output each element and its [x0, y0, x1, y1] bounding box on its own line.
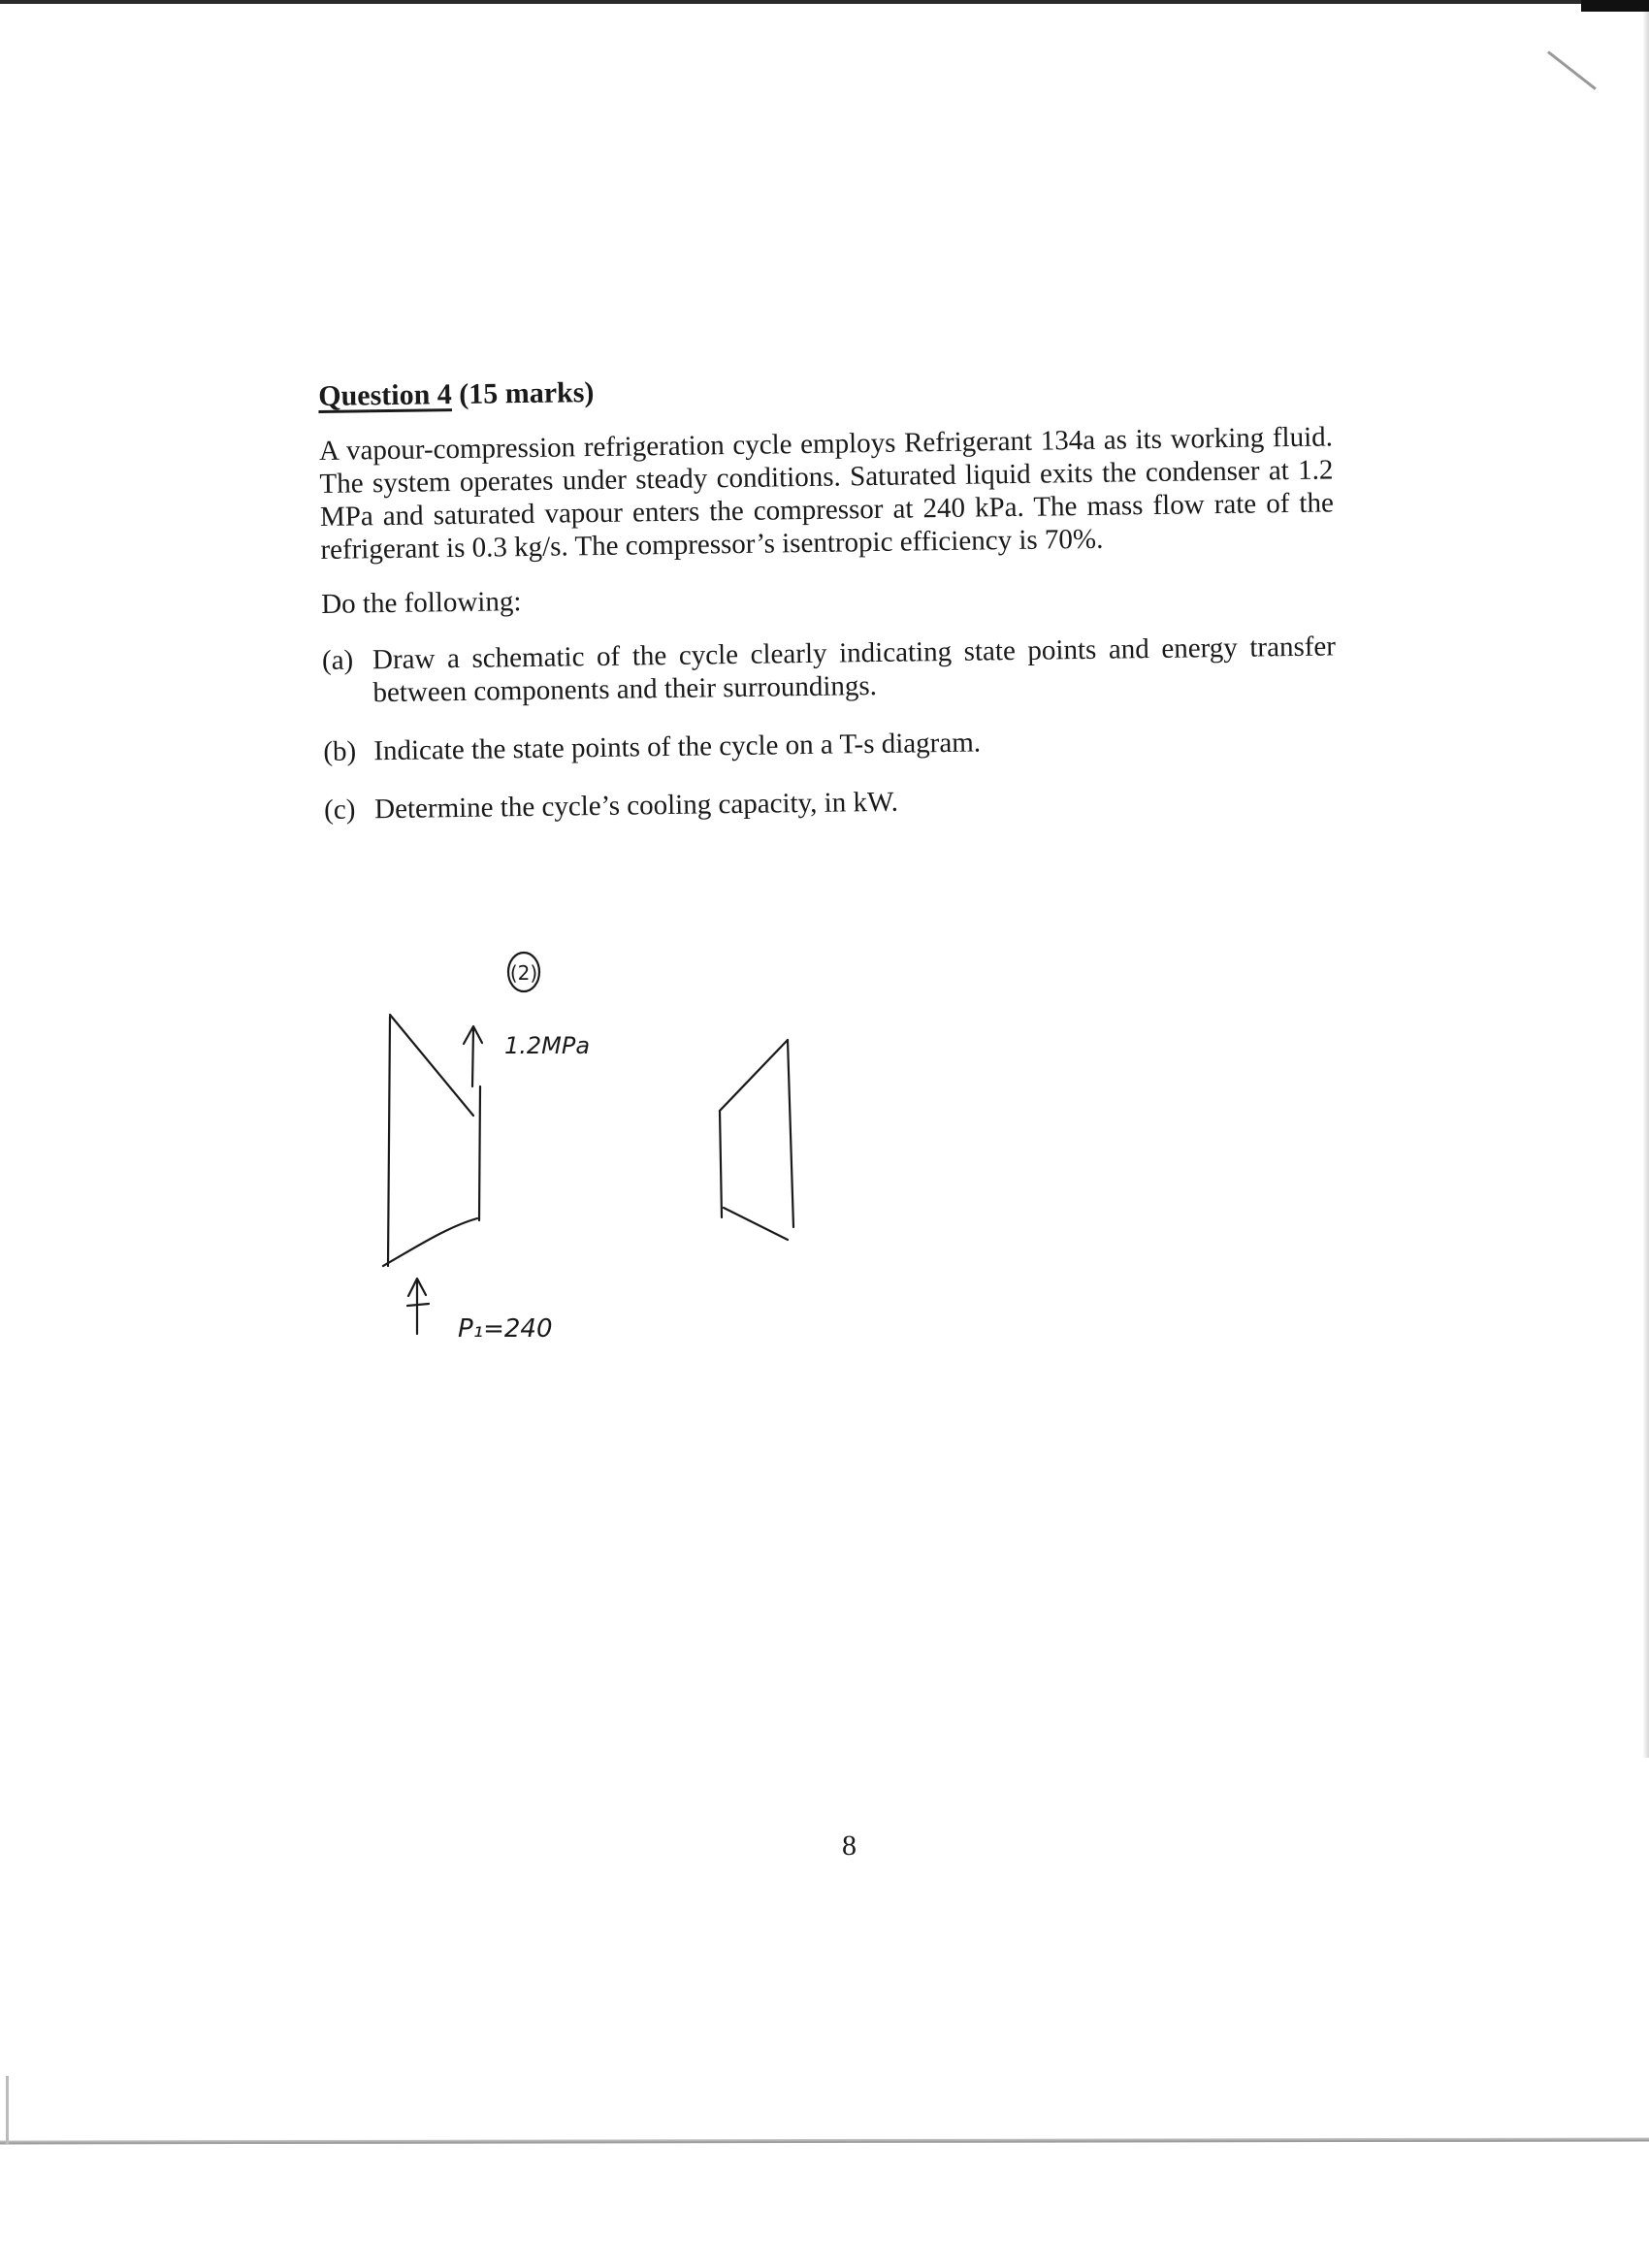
- task-a: [322, 630, 1337, 710]
- sketch-device-right-side: [788, 1040, 793, 1227]
- sketch-compressor-bottom-curve: [383, 1218, 477, 1266]
- task-label: (b): [323, 735, 357, 767]
- sketch-device-top-edge: [720, 1040, 788, 1111]
- question-content: [318, 366, 1339, 852]
- sketch-compressor-right-side: [479, 1086, 480, 1220]
- scan-top-edge: [0, 0, 1649, 4]
- sketch-device-left-side: [720, 1111, 722, 1217]
- sketch-inlet-arrow-tick: [407, 1304, 429, 1306]
- question-heading: [318, 366, 1332, 413]
- staple-mark: [1547, 50, 1597, 90]
- question-marks: (15 marks): [459, 376, 595, 410]
- sketch-outlet-arrow-shaft: [472, 1028, 473, 1086]
- scan-left-edge: [6, 2076, 9, 2144]
- sketch-high-pressure-label: 1.2MPa: [504, 1032, 591, 1059]
- sketch-compressor-top-edge: [390, 1015, 473, 1116]
- task-c: [324, 779, 1338, 826]
- sketch-state-two-label: (2): [509, 961, 538, 985]
- sketch-low-pressure-label: P₁=240: [458, 1314, 553, 1344]
- task-text: Draw a schematic of the cycle clearly indicating state points and energy transfer between components and their surroundings.: [372, 631, 1337, 709]
- sketch-compressor-left-side: [388, 1017, 390, 1266]
- task-b: [323, 721, 1337, 768]
- handwritten-sketch: [369, 931, 854, 1377]
- question-number: Question 4: [318, 378, 452, 412]
- scan-corner-shadow: [1581, 0, 1649, 12]
- question-intro: A vapour-compression refrigeration cycle employs Refrigerant 134a as its working fluid. The system operates under steady conditions. Saturated liquid exits the condenser at 1.2 MPa and saturated vapour enters the compressor at 240 kPa. The mass flow rate of the refrigerant is 0.3 kg/s. The compressor’s isentropic efficiency is 70%.: [318, 421, 1335, 566]
- page-fold-line: [0, 2138, 1649, 2145]
- instruction-lead: Do the following:: [321, 586, 522, 620]
- sketch-device-bottom-edge: [724, 1208, 788, 1240]
- task-label: (a): [321, 644, 354, 676]
- task-text: Determine the cycle’s cooling capacity, in kW.: [373, 786, 899, 826]
- task-text: Indicate the state points of the cycle on a T-s diagram.: [373, 727, 982, 767]
- scan-right-edge: [1643, 12, 1649, 1758]
- task-label: (c): [323, 794, 356, 826]
- page-number: 8: [842, 1830, 857, 1862]
